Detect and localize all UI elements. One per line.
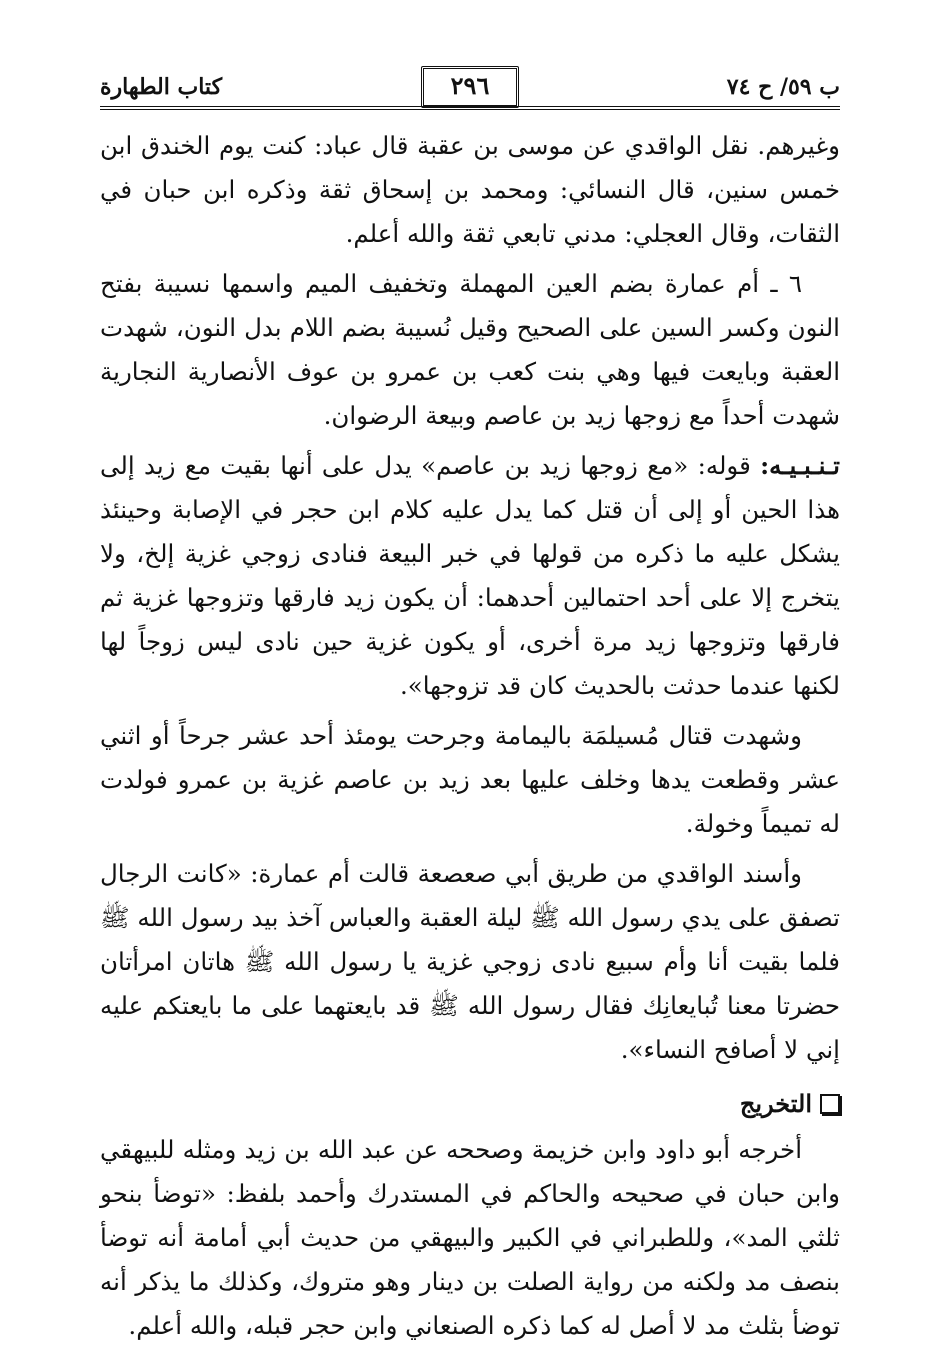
- paragraph: وأسند الواقدي من طريق أبي صعصعة قالت أم عمارة: «كانت الرجال تصفق على يدي رسول الله ﷺ ليلة العقبة والعباس آخذ بيد رسول الله ﷺ فلما بقيت أنا وأم سبيع نادى زوجي غزية يا رسول الله ﷺ هاتان امرأتان حضرتا معنا تُبايعانِك فقال رسول الله ﷺ قد بايعتهما على ما بايعتكم عليه إني لا أصافح النساء».: [100, 859, 840, 1064]
- paragraph: وشهدت قتال مُسيلمَة باليمامة وجرحت يومئذ أحد عشر جرحاً أو اثني عشر وقطعت يدها وخلف عليها بعد زيد بن عاصم غزية بن عمرو فولدت له تميماً وخولة.: [100, 721, 840, 838]
- paragraph: ٦ ـ أم عمارة بضم العين المهملة وتخفيف الميم واسمها نسيبة بفتح النون وكسر السين على الصحيح وقيل نُسيبة بضم اللام بدل النون، شهدت العقبة وبايعت فيها وهي بنت كعب بن عمرو بن عوف الأنصارية النجارية شهدت أحداً مع زوجها زيد بن عاصم وبيعة الرضوان.: [100, 269, 840, 430]
- main-text: [100, 124, 840, 1348]
- page-header: [100, 66, 840, 106]
- section-heading: [100, 1082, 840, 1126]
- header-divider: [100, 106, 840, 110]
- section-title: التخريج: [739, 1089, 812, 1118]
- note-label: تـنـبـيـه:: [760, 451, 840, 480]
- paragraph: وغيرهم. نقل الواقدي عن موسى بن عقبة قال عباد: كنت يوم الخندق ابن خمس سنين، قال النسائي: ومحمد بن إسحاق ثقة وذكره ابن حبان في الثقات، وقال العجلي: مدني تابعي ثقة والله أعلم.: [100, 131, 840, 248]
- page-number: ٢٩٦: [421, 66, 519, 108]
- document-page: [100, 66, 840, 1340]
- note-text: قوله: «مع زوجها زيد بن عاصم» يدل على أنها بقيت مع زيد إلى هذا الحين أو إلى أن قتل كما يدل عليه كلام ابن حجر في الإصابة وحينئذ يشكل عليه ما ذكره من قولها في خبر البيعة فنادى زوجي غزية إلخ، ولا يتخرج إلا على أحد احتمالين أحدهما: أن يكون زيد فارقها وتزوجها غزية ثم فارقها وتزوجها زيد مرة أخرى، أو يكون غزية حين نادى ليس زوجاً لها لكنها عندما حدثت بالحديث كان قد تزوجها».: [100, 451, 840, 700]
- hadith-reference: ب ٥٩/ ح ٧٤: [726, 74, 840, 100]
- paragraph: أخرجه أبو داود وابن خزيمة وصححه عن عبد الله بن زيد ومثله للبيهقي وابن حبان في صحيحه والحاكم في المستدرك وأحمد بلفظ: «توضأ بنحو ثلثي المد»، وللطبراني في الكبير والبيهقي من حديث أبي أمامة أنه توضأ بنصف مد ولكنه من رواية الصلت بن دينار وهو متروك، وكذلك ما يذكر أنه توضأ بثلث مد لا أصل له كما ذكره الصنعاني وابن حجر قبله، والله أعلم.: [100, 1135, 840, 1340]
- square-bullet-icon: [820, 1094, 840, 1114]
- paragraph: [100, 444, 840, 708]
- book-title: كتاب الطهارة: [100, 74, 223, 100]
